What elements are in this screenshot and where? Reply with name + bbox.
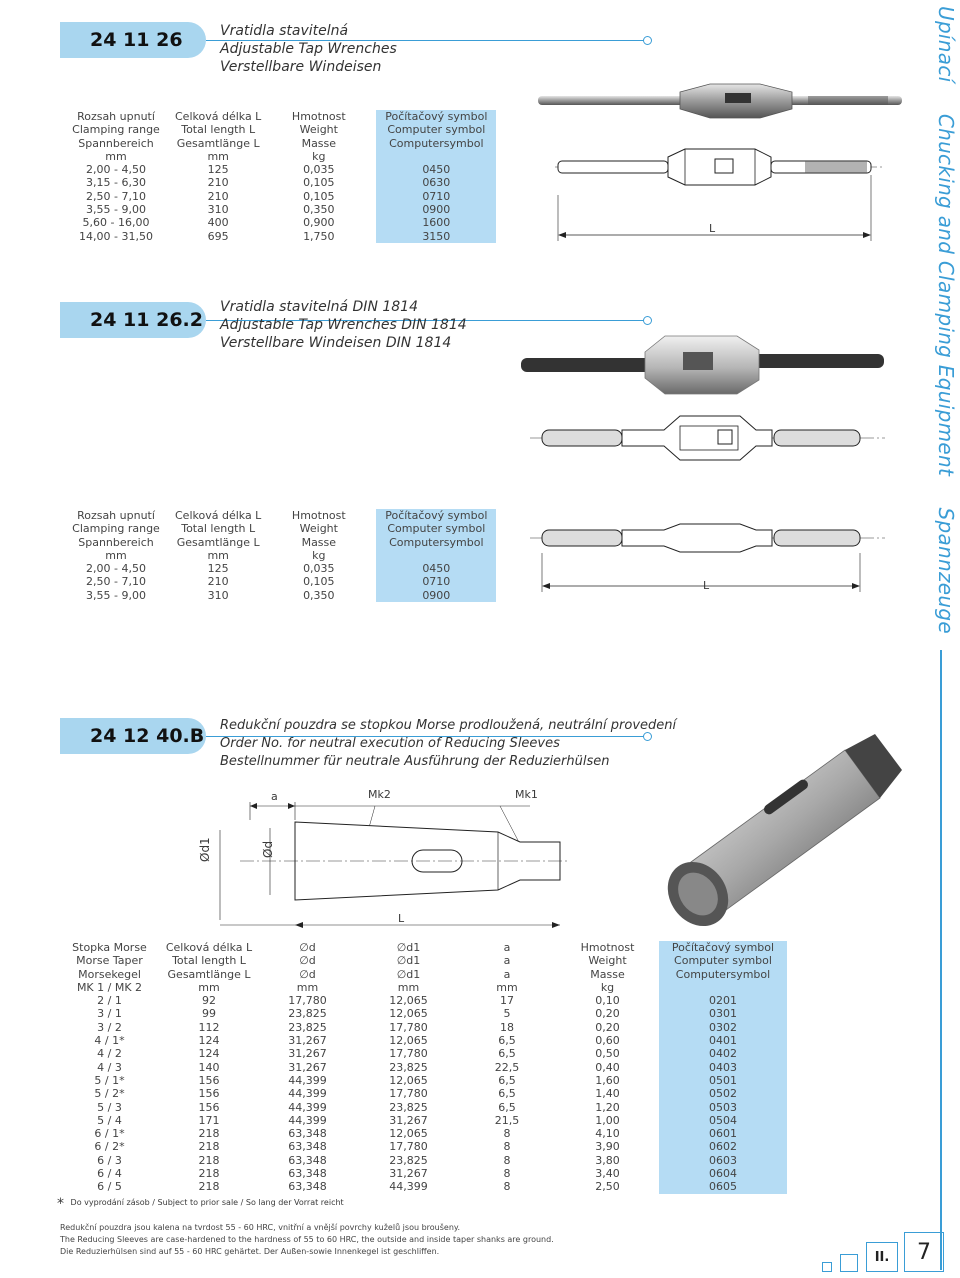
s1-h-weight: Hmotnost [291, 110, 346, 123]
table-cell: 8 [503, 1167, 511, 1181]
s3-h-d1: ∅d1 [396, 941, 421, 954]
table-cell: 92 [202, 994, 216, 1008]
table-cell: 4,10 [595, 1127, 620, 1141]
table-cell: 171 [198, 1113, 220, 1127]
dim-L3: L [398, 912, 405, 925]
table-cell: 12,065 [389, 1073, 428, 1087]
table-row [57, 1140, 787, 1153]
section2-rule-dot [643, 316, 652, 325]
table-cell: 0,50 [595, 1047, 620, 1061]
table-cell: 6 / 1* [94, 1127, 125, 1141]
notes [60, 1222, 554, 1258]
s3-h-a-unit: mm [496, 980, 518, 994]
table-cell: 1,00 [595, 1113, 620, 1127]
table-row [57, 1101, 787, 1114]
table-cell: 156 [198, 1073, 220, 1087]
table-cell: 5 / 3 [97, 1100, 122, 1114]
dim-d1: Ød1 [198, 837, 212, 862]
table-cell: 23,825 [389, 1060, 428, 1074]
table-cell: 12,065 [389, 1034, 428, 1048]
table-cell: 8 [503, 1140, 511, 1154]
s3-h-symbol: Počítačový symbol [659, 941, 787, 954]
table-cell: 4 / 3 [97, 1060, 122, 1074]
s2-h-range-unit: mm [105, 548, 127, 562]
s1-h-length-unit: mm [207, 149, 229, 163]
table-row [57, 1034, 787, 1047]
table-cell: 1,40 [595, 1087, 620, 1101]
s1-h-symbol-unit [376, 150, 496, 163]
s2-h-weight-de: Masse [301, 535, 337, 549]
table-cell: 695 [207, 229, 229, 243]
s3-h-weight-unit: kg [600, 980, 615, 994]
footer-square-small [822, 1262, 832, 1272]
table-cell: 3,55 - 9,00 [86, 203, 146, 217]
section2-code [60, 302, 206, 338]
s3-h-a: a [503, 941, 511, 954]
table-cell: 5 / 1* [94, 1073, 125, 1087]
table-row [57, 994, 787, 1007]
table-cell: 31,267 [288, 1060, 327, 1074]
table-cell: 17,780 [288, 994, 327, 1008]
dim-mk1: Mk1 [515, 788, 538, 801]
table-cell: 0401 [659, 1034, 787, 1047]
table-cell: 12,065 [389, 1007, 428, 1021]
table-cell: 31,267 [288, 1034, 327, 1048]
dim-d: Ød [261, 840, 275, 858]
section1-code [60, 22, 206, 58]
table-cell: 140 [198, 1060, 220, 1074]
table-cell: 0,10 [595, 994, 620, 1008]
tap-wrench-1-photo [530, 78, 910, 128]
s2-h-symbol-unit [376, 549, 496, 562]
dim-mk2: Mk2 [368, 788, 391, 801]
table-row [57, 176, 496, 189]
table-cell: 0503 [659, 1101, 787, 1114]
s2-h-range: Rozsah upnutí [77, 509, 155, 522]
table-row [57, 216, 496, 229]
table-cell: 0504 [659, 1114, 787, 1127]
s3-h-length: Celková délka L [165, 941, 253, 954]
s1-h-weight-de: Masse [301, 136, 337, 150]
table-cell: 0603 [659, 1154, 787, 1167]
table-cell: 2,00 - 4,50 [86, 562, 146, 576]
s1-h-length-en: Total length L [181, 123, 256, 137]
table-cell: 0710 [376, 190, 496, 203]
s1-h-symbol-de: Computersymbol [376, 137, 496, 150]
side-title-de: Spannzeuge [934, 507, 958, 634]
s1-h-range: Rozsah upnutí [77, 110, 155, 123]
table-cell: 12,065 [389, 994, 428, 1008]
s2-h-weight-unit: kg [312, 548, 326, 562]
table-cell: 6,5 [498, 1073, 516, 1087]
table-cell: 63,348 [288, 1153, 327, 1167]
table-cell: 63,348 [288, 1180, 327, 1194]
table-cell: 0301 [659, 1007, 787, 1020]
reducing-sleeve-drawing [200, 790, 570, 930]
table-cell: 44,399 [288, 1087, 327, 1101]
s3-h-length-en: Total length L [172, 954, 246, 968]
footnote-text: Do vyprodání zásob / Subject to prior sale / So lang der Vorrat reicht [70, 1198, 344, 1207]
table-cell: 8 [503, 1180, 511, 1194]
s3-h-weight: Hmotnost [580, 941, 635, 954]
side-title-en: Chucking and Clamping Equipment [934, 113, 958, 477]
table-cell: 5 / 2* [94, 1087, 125, 1101]
section2-titles [220, 298, 467, 352]
s2-h-symbol: Počítačový symbol [376, 509, 496, 522]
s1-h-symbol: Počítačový symbol [376, 110, 496, 123]
table-cell: 17,780 [389, 1140, 428, 1154]
s3-h-taper-de: Morsekegel [78, 967, 141, 981]
table-cell: 22,5 [494, 1060, 520, 1074]
table-cell: 210 [207, 575, 229, 589]
section1-title-en: Adjustable Tap Wrenches [220, 41, 397, 57]
footer-section-box [866, 1242, 898, 1272]
table-cell: 2,50 - 7,10 [86, 575, 146, 589]
table-row [57, 203, 496, 216]
table-cell: 218 [198, 1153, 220, 1167]
table-cell: 0,105 [303, 176, 335, 190]
s2-h-range-de: Spannbereich [78, 535, 154, 549]
table-cell: 0,035 [303, 163, 335, 177]
s2-h-length-en: Total length L [181, 522, 256, 536]
section3-title-cz: Redukční pouzdra se stopkou Morse prodloužená, neutrální provedení [220, 718, 677, 733]
note-en: The Reducing Sleeves are case-hardened to the hardness of 55 to 60 HRC, the outside and inside taper shanks are ground. [60, 1235, 554, 1244]
table-row [57, 1087, 787, 1100]
table-cell: 218 [198, 1167, 220, 1181]
table-cell: 44,399 [288, 1100, 327, 1114]
table-cell: 17,780 [389, 1047, 428, 1061]
table-cell: 6,5 [498, 1047, 516, 1061]
table-cell: 125 [207, 562, 229, 576]
table-cell: 0402 [659, 1047, 787, 1060]
table-cell: 31,267 [389, 1167, 428, 1181]
footer-square-medium [840, 1254, 858, 1272]
table-cell: 218 [198, 1140, 220, 1154]
section2-table [57, 509, 496, 602]
table-cell: 31,267 [288, 1047, 327, 1061]
table-cell: 218 [198, 1180, 220, 1194]
reducing-sleeve-photo [640, 730, 920, 930]
table-cell: 8 [503, 1153, 511, 1167]
section3-rows [57, 994, 787, 1193]
section1-titles [220, 22, 397, 76]
table-cell: 3,80 [595, 1153, 620, 1167]
table-cell: 0604 [659, 1167, 787, 1180]
table-cell: 3150 [376, 230, 496, 243]
dim-a: a [271, 790, 278, 803]
table-cell: 21,5 [494, 1113, 520, 1127]
table-cell: 3 / 1 [97, 1007, 122, 1021]
s1-h-length: Celková délka L [175, 110, 262, 123]
s1-h-length-de: Gesamtlänge L [176, 136, 260, 150]
table-cell: 6,5 [498, 1034, 516, 1048]
table-cell: 14,00 - 31,50 [79, 229, 153, 243]
table-cell: 0,350 [303, 588, 335, 602]
table-cell: 8 [503, 1127, 511, 1141]
side-title [922, 6, 960, 634]
section2-rows [57, 562, 496, 602]
table-row [57, 1180, 787, 1193]
section1-rule-dot [643, 36, 652, 45]
table-cell: 0900 [376, 203, 496, 216]
side-title-cz: Upínací [934, 6, 958, 83]
s2-h-symbol-de: Computersymbol [376, 536, 496, 549]
section1-title-de: Verstellbare Windeisen [220, 59, 382, 75]
s3-h-symbol-de: Computersymbol [659, 968, 787, 981]
table-cell: 1,60 [595, 1073, 620, 1087]
table-cell: 124 [198, 1034, 220, 1048]
table-row [57, 163, 496, 176]
section3-code-text: 24 12 40.B [90, 725, 205, 747]
table-cell: 112 [198, 1020, 220, 1034]
table-cell: 125 [207, 163, 229, 177]
table-cell: 0,20 [595, 1020, 620, 1034]
footer-page-box [904, 1232, 944, 1272]
section2-code-text: 24 11 26.2 [90, 309, 203, 331]
table-row [57, 190, 496, 203]
section1-code-text: 24 11 26 [90, 29, 183, 51]
s2-h-weight: Hmotnost [291, 509, 346, 522]
table-row [57, 1127, 787, 1140]
table-cell: 44,399 [288, 1113, 327, 1127]
table-cell: 23,825 [288, 1007, 327, 1021]
section1-title-cz: Vratidla stavitelná [220, 23, 349, 39]
table-cell: 63,348 [288, 1127, 327, 1141]
table-cell: 44,399 [288, 1073, 327, 1087]
table-cell: 124 [198, 1047, 220, 1061]
s2-h-weight-en: Weight [299, 522, 338, 536]
tap-wrench-2-drawing [530, 408, 885, 598]
s3-h-length-de: Gesamtlänge L [167, 967, 251, 981]
table-cell: 2,00 - 4,50 [86, 163, 146, 177]
table-row [57, 230, 496, 243]
table-cell: 23,825 [389, 1153, 428, 1167]
section2-title-en: Adjustable Tap Wrenches DIN 1814 [220, 317, 467, 333]
section3-title-en: Order No. for neutral execution of Reducing Sleeves [220, 736, 560, 751]
table-cell: 1600 [376, 216, 496, 229]
table-cell: 310 [207, 203, 229, 217]
table-cell: 0450 [376, 562, 496, 575]
table-row [57, 1021, 787, 1034]
table-cell: 3,15 - 6,30 [86, 176, 146, 190]
table-cell: 0602 [659, 1140, 787, 1153]
table-cell: 0,60 [595, 1034, 620, 1048]
table-cell: 0450 [376, 163, 496, 176]
s1-h-range-en: Clamping range [72, 123, 160, 137]
table-cell: 5 / 4 [97, 1113, 122, 1127]
table-cell: 156 [198, 1087, 220, 1101]
table-cell: 3,55 - 9,00 [86, 588, 146, 602]
table-cell: 210 [207, 189, 229, 203]
table-row [57, 575, 496, 588]
footer-page: 7 [917, 1239, 931, 1265]
table-cell: 0201 [659, 994, 787, 1007]
table-row [57, 1007, 787, 1020]
section2-title-de: Verstellbare Windeisen DIN 1814 [220, 335, 452, 351]
table-cell: 6,5 [498, 1087, 516, 1101]
table-cell: 0,350 [303, 203, 335, 217]
s2-h-range-en: Clamping range [72, 522, 160, 536]
footnote [57, 1196, 344, 1212]
table-cell: 18 [500, 1020, 514, 1034]
table-row [57, 1047, 787, 1060]
table-cell: 0302 [659, 1021, 787, 1034]
table-cell: 2 / 1 [97, 994, 122, 1008]
table-cell: 0,900 [303, 216, 335, 230]
table-cell: 6 / 3 [97, 1153, 122, 1167]
note-de: Die Reduzierhülsen sind auf 55 - 60 HRC gehärtet. Der Außen-sowie Innenkegel ist geschliffen. [60, 1247, 440, 1256]
s3-h-d1-unit: mm [397, 980, 420, 994]
table-cell: 0,20 [595, 1007, 620, 1021]
table-cell: 210 [207, 176, 229, 190]
table-cell: 63,348 [288, 1140, 327, 1154]
s3-h-d1-de: ∅d1 [396, 967, 421, 981]
s3-h-a-en: a [503, 954, 511, 968]
s3-h-d1-en: ∅d1 [396, 954, 421, 968]
table-cell: 4 / 1* [94, 1034, 125, 1048]
table-cell: 0710 [376, 575, 496, 588]
section3-titles [220, 717, 676, 771]
section1-dim-L: L [709, 222, 716, 235]
table-cell: 23,825 [288, 1020, 327, 1034]
s2-h-symbol-en: Computer symbol [376, 522, 496, 535]
table-row [57, 589, 496, 602]
table-cell: 0,40 [595, 1060, 620, 1074]
table-cell: 0,105 [303, 575, 335, 589]
s2-h-length: Celková délka L [175, 509, 262, 522]
table-cell: 0,035 [303, 562, 335, 576]
table-cell: 17 [500, 994, 514, 1008]
s3-h-taper: Stopka Morse [72, 941, 147, 954]
note-cz: Redukční pouzdra jsou kalena na tvrdost 55 - 60 HRC, vnitřní a vnější povrchy kuželů jsou broušeny. [60, 1223, 461, 1232]
table-cell: 17,780 [389, 1020, 428, 1034]
table-cell: 400 [207, 216, 229, 230]
table-cell: 3 / 2 [97, 1020, 122, 1034]
s3-h-a-de: a [503, 967, 511, 981]
s3-h-weight-de: Masse [590, 967, 625, 981]
table-cell: 0900 [376, 589, 496, 602]
section3-table [57, 941, 787, 1194]
section2-title-cz: Vratidla stavitelná DIN 1814 [220, 299, 418, 315]
table-cell: 1,20 [595, 1100, 620, 1114]
table-cell: 4 / 2 [97, 1047, 122, 1061]
s1-h-symbol-en: Computer symbol [376, 123, 496, 136]
table-cell: 0601 [659, 1127, 787, 1140]
table-cell: 6 / 2* [94, 1140, 125, 1154]
table-cell: 6 / 4 [97, 1167, 122, 1181]
section1-rows [57, 163, 496, 243]
table-row [57, 1114, 787, 1127]
table-cell: 310 [207, 588, 229, 602]
table-cell: 3,90 [595, 1140, 620, 1154]
table-cell: 0502 [659, 1087, 787, 1100]
table-cell: 0,105 [303, 189, 335, 203]
table-cell: 63,348 [288, 1167, 327, 1181]
table-cell: 1,750 [303, 229, 335, 243]
table-cell: 12,065 [389, 1127, 428, 1141]
table-cell: 5 [503, 1007, 511, 1021]
table-cell: 0501 [659, 1074, 787, 1087]
s3-h-symbol-unit [659, 981, 787, 994]
table-cell: 17,780 [389, 1087, 428, 1101]
tap-wrench-2-photo [515, 330, 890, 400]
table-cell: 0403 [659, 1061, 787, 1074]
s2-h-length-unit: mm [207, 548, 229, 562]
table-cell: 5,60 - 16,00 [82, 216, 150, 230]
s3-h-d-en: ∅d [299, 954, 316, 968]
s1-h-weight-en: Weight [299, 123, 338, 137]
s2-h-length-de: Gesamtlänge L [176, 535, 260, 549]
s3-h-length-unit: mm [198, 980, 220, 994]
table-cell: 6 / 5 [97, 1180, 122, 1194]
table-cell: 23,825 [389, 1100, 428, 1114]
table-cell: 2,50 [595, 1180, 620, 1194]
section2-dim-L: L [703, 579, 710, 592]
section3-title-de: Bestellnummer für neutrale Ausführung der Reduzierhülsen [220, 754, 610, 769]
table-row [57, 1167, 787, 1180]
table-cell: 6,5 [498, 1100, 516, 1114]
s1-h-weight-unit: kg [312, 149, 326, 163]
table-cell: 156 [198, 1100, 220, 1114]
s3-h-symbol-en: Computer symbol [659, 954, 787, 967]
table-row [57, 1061, 787, 1074]
footer-section: II. [874, 1249, 890, 1265]
s3-h-taper-unit: MK 1 / MK 2 [76, 980, 143, 994]
table-row [57, 1074, 787, 1087]
s1-h-range-de: Spannbereich [78, 136, 154, 150]
table-row [57, 1154, 787, 1167]
table-cell: 31,267 [389, 1113, 428, 1127]
table-cell: 0605 [659, 1180, 787, 1193]
side-divider [940, 650, 942, 1270]
tap-wrench-1-drawing [555, 145, 885, 245]
table-row [57, 562, 496, 575]
table-cell: 44,399 [389, 1180, 428, 1194]
table-cell: 99 [202, 1007, 216, 1021]
s3-h-taper-en: Morse Taper [76, 954, 143, 968]
s1-h-range-unit: mm [105, 149, 127, 163]
section1-table [57, 110, 496, 243]
s3-h-d-de: ∅d [299, 967, 316, 981]
s3-h-d: ∅d [299, 941, 316, 954]
table-cell: 2,50 - 7,10 [86, 189, 146, 203]
s3-h-weight-en: Weight [588, 954, 627, 968]
footnote-mark: * [57, 1196, 64, 1212]
section3-code [60, 718, 206, 754]
s3-h-d-unit: mm [296, 980, 319, 994]
table-cell: 218 [198, 1127, 220, 1141]
table-cell: 0630 [376, 176, 496, 189]
table-cell: 3,40 [595, 1167, 620, 1181]
